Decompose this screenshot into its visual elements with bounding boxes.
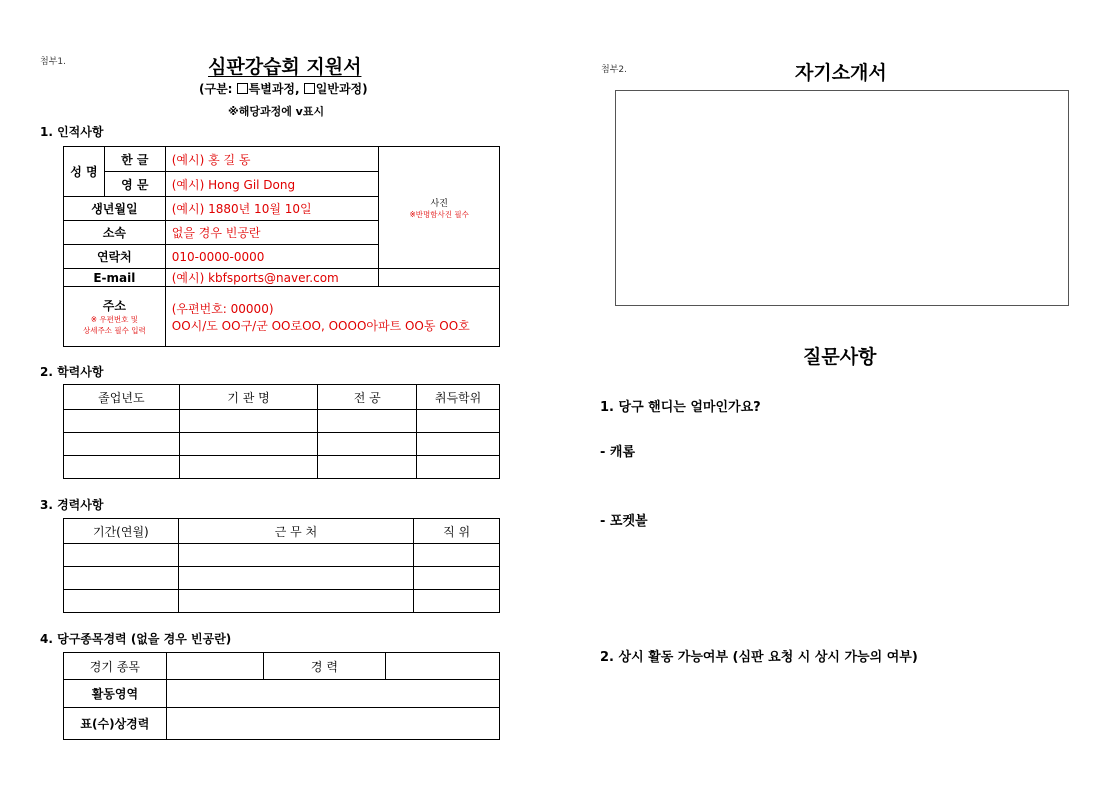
course-category [199,80,368,97]
table-row [64,567,500,590]
korean-name-field[interactable]: (예시) 홍 길 동 [165,147,379,172]
billiards-career-table [63,652,500,740]
table-row [64,544,500,567]
self-intro-title: 자기소개서 [795,62,887,84]
photo-note: ※반명함사진 필수 [409,209,469,219]
birth-field[interactable]: (예시) 1880년 10월 10일 [165,197,379,221]
category-special-label: 특별과정, [248,82,300,96]
question-1-carom: - 캐롬 [600,445,636,460]
name-label: 성 명 [64,147,105,197]
korean-name-label: 한 글 [104,147,165,172]
question-1: 1. 당구 핸디는 얼마인가요? [600,400,761,415]
attachment-label-2: 첨부2. [601,65,627,75]
career-field[interactable] [386,653,500,680]
education-table [63,384,500,479]
address-note-1: ※ 우편번호 및 [90,315,139,324]
category-prefix: (구분: [199,82,237,96]
personal-info-table [63,146,500,347]
address-line-2: OO시/도 OO구/군 OO로OO, OOOO아파트 OO동 OO호 [171,318,470,333]
award-label: 표(수)상경력 [64,708,167,740]
career-table [63,518,500,613]
education-header-year: 졸업년도 [64,385,180,410]
photo-label: 사진 [430,198,448,209]
self-intro-box[interactable] [615,90,1069,306]
general-course-checkbox[interactable] [304,83,315,94]
event-field[interactable] [166,653,263,680]
table-row [64,410,500,433]
career-header-workplace: 근 무 처 [178,519,413,544]
career-label: 경 력 [263,653,386,680]
address-line-1: (우편번호: 00000) [171,301,274,316]
english-name-label: 영 문 [104,172,165,197]
education-header-major: 전 공 [318,385,417,410]
questions-title: 질문사항 [803,346,877,368]
section4-heading: 4. 당구종목경력 (없을 경우 빈공란) [40,632,232,646]
table-row [64,456,500,479]
address-label-cell [64,287,166,347]
address-note-2: 상세주소 필수 입력 [83,326,146,335]
section2-heading: 2. 학력사항 [40,365,104,379]
event-label: 경기 종목 [64,653,167,680]
education-header-institution: 기 관 명 [179,385,318,410]
special-course-checkbox[interactable] [237,83,248,94]
category-general-label: 일반과정) [315,82,368,96]
career-header-position: 직 위 [414,519,500,544]
table-row [64,590,500,613]
question-1-pocket: - 포켓볼 [600,514,648,529]
career-header-period: 기간(연월) [64,519,179,544]
question-2: 2. 상시 활동 가능여부 (심판 요청 시 상시 가능의 여부) [600,650,918,665]
award-field[interactable] [166,708,499,740]
email-label: E-mail [64,269,166,287]
address-label: 주소 [102,299,126,313]
contact-field[interactable]: 010-0000-0000 [165,245,379,269]
education-header-degree: 취득학위 [417,385,500,410]
birth-label: 생년월일 [64,197,166,221]
activity-label: 활동영역 [64,680,167,708]
section1-heading: 1. 인적사항 [40,125,104,139]
photo-box[interactable] [379,147,500,269]
activity-field[interactable] [166,680,499,708]
table-row [64,433,500,456]
check-notice: ※해당과정에 v표시 [228,105,325,118]
email-field[interactable]: (예시) kbfsports@naver.com [165,269,379,287]
contact-label: 연락처 [64,245,166,269]
section3-heading: 3. 경력사항 [40,498,104,512]
form-title: 심판강습회 지원서 [208,56,362,78]
affiliation-field[interactable]: 없을 경우 빈공란 [165,221,379,245]
address-field[interactable] [165,287,499,347]
affiliation-label: 소속 [64,221,166,245]
attachment-label-1: 첨부1. [40,57,66,67]
english-name-field[interactable]: (예시) Hong Gil Dong [165,172,379,197]
